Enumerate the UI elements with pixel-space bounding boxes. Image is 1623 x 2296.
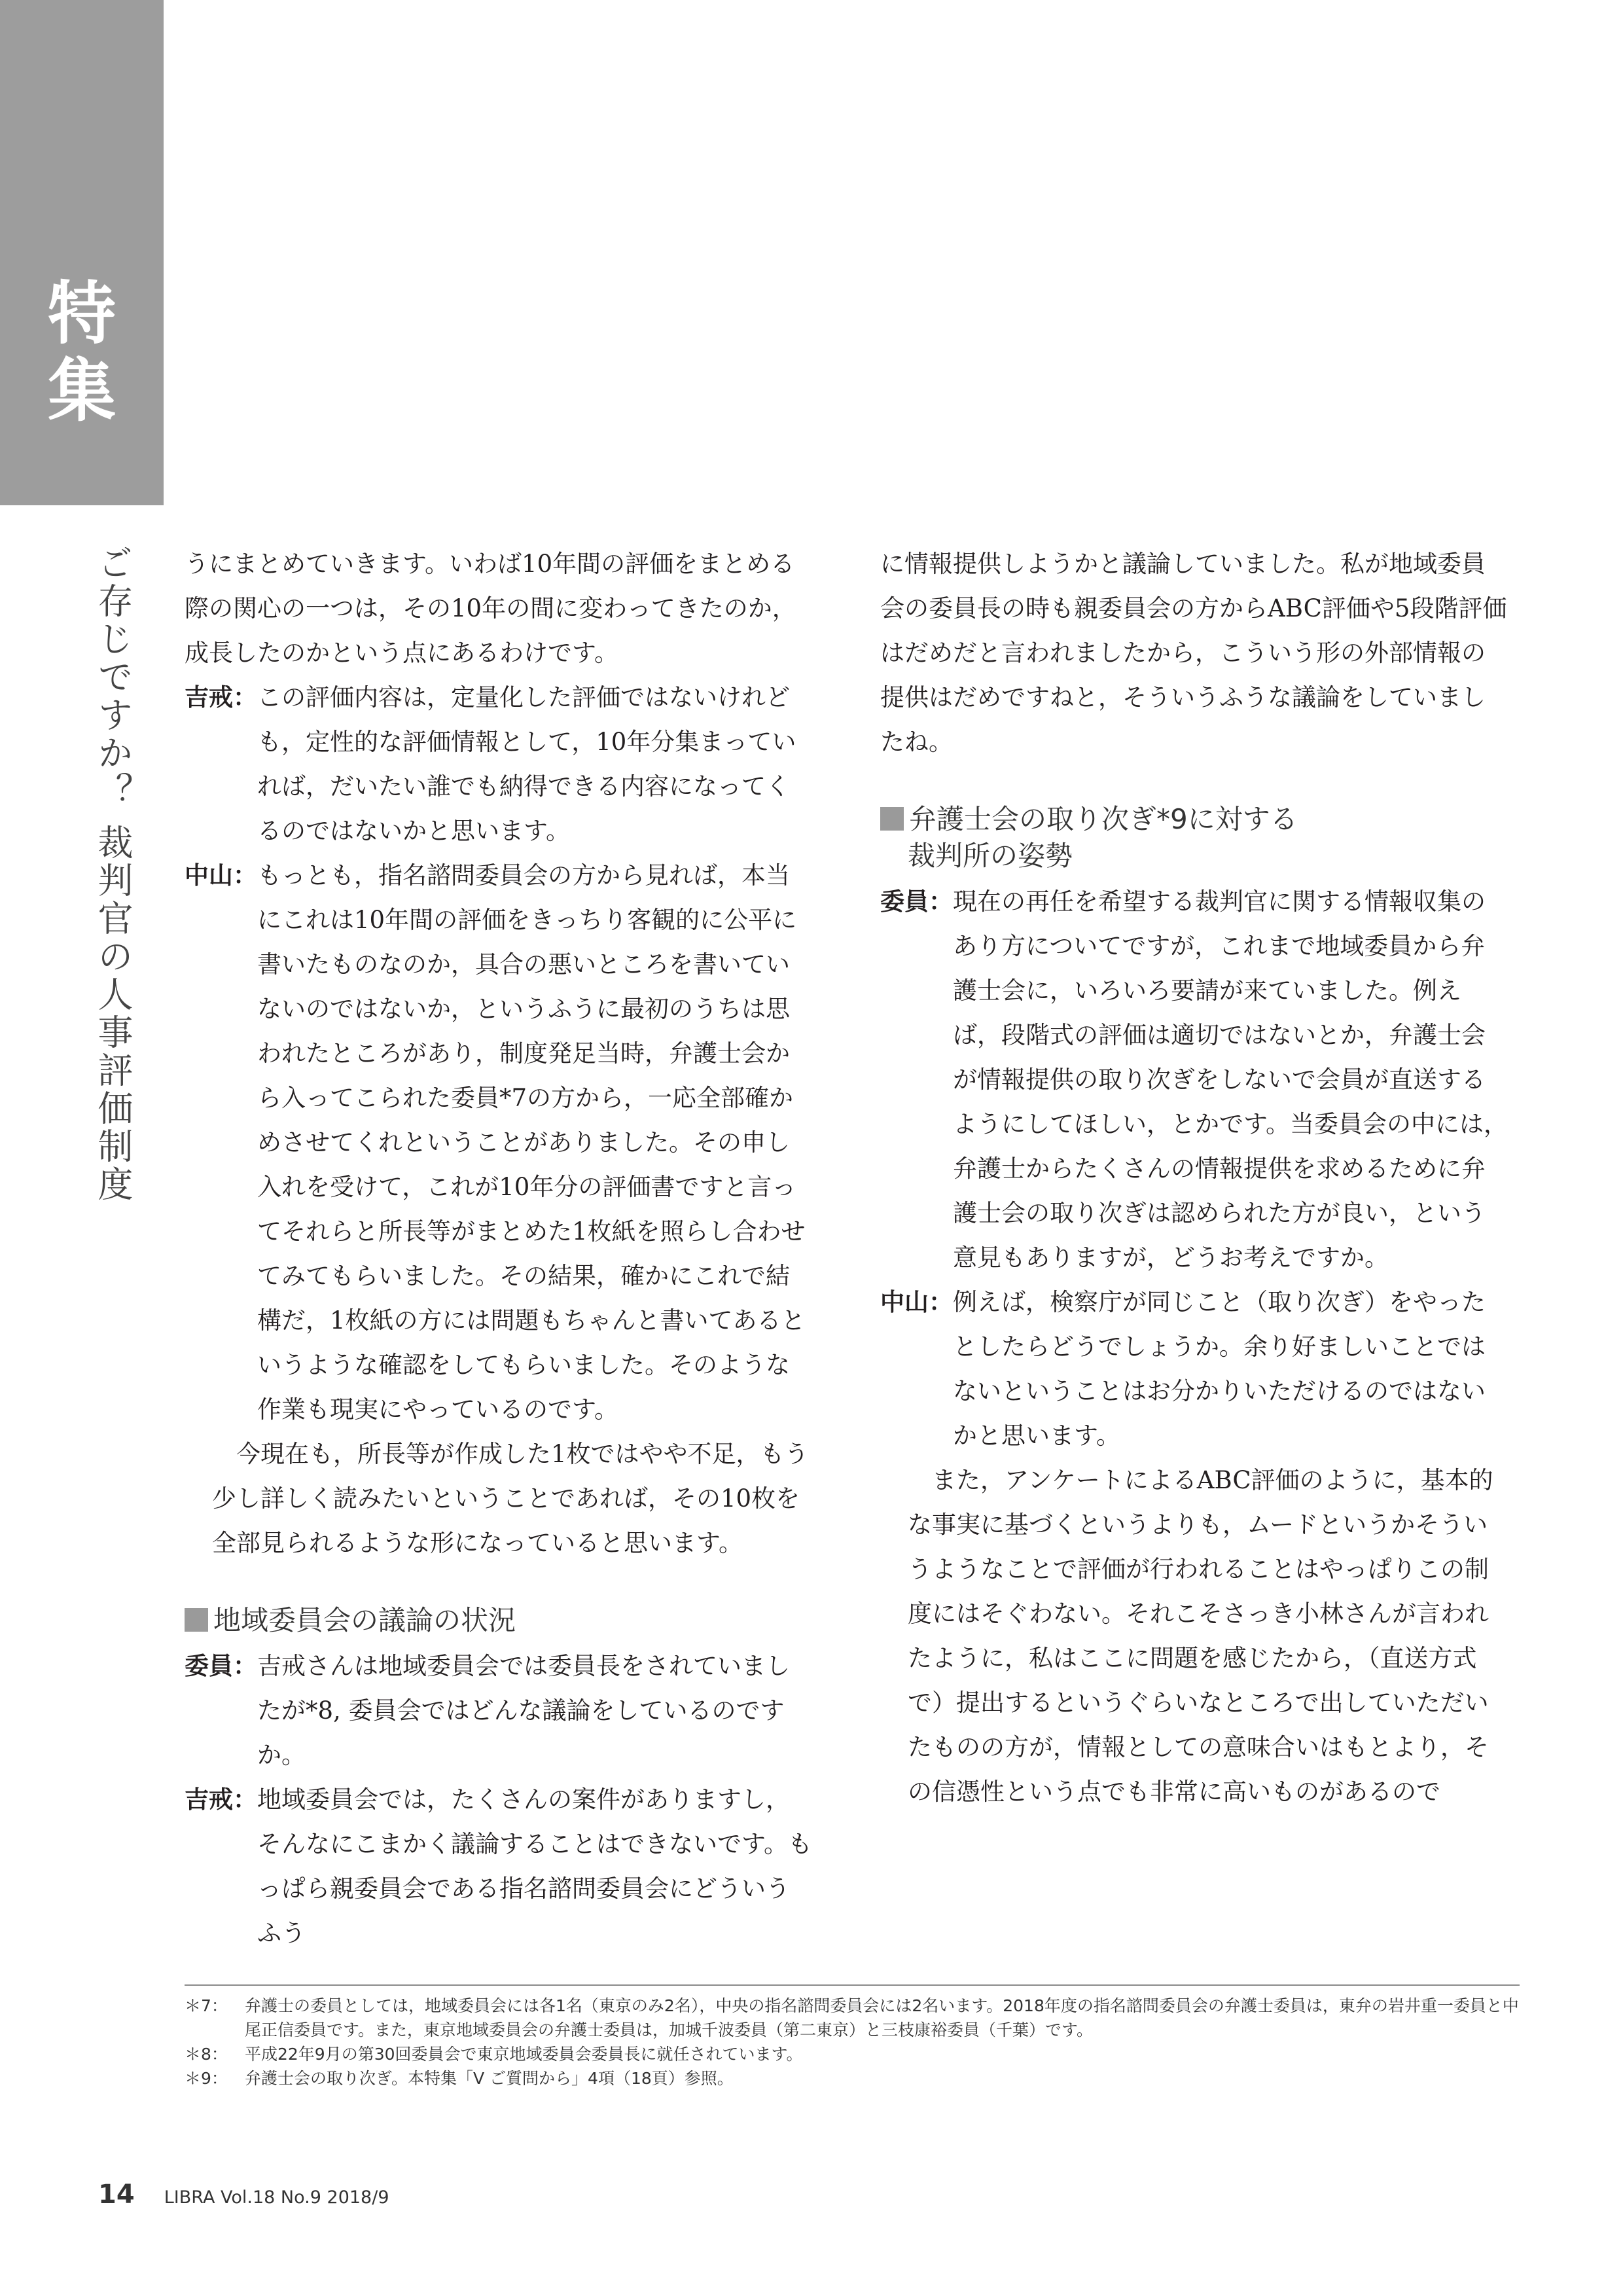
speaker-text: もっとも，指名諮問委員会の方から見れば，本当にこれは10年間の評価をきっちり客観的に公平に書いたものなのか，具合の悪いところを書いていないのではないか，というふうに最初のうちは思われたところがあり，制度発足当時，弁護士会から入ってこられた委員*7の方から，一応全部確かめさせてくれということがありました。その申し入れを受けて，これが10年分の評価書ですと言ってそれらと所長等がまとめた1枚紙を照らし合わせてみてもらいました。その結果，確かにこれで結構だ，1枚紙の方には問題もちゃんと書いてあるというような確認をしてもらいました。そのような作業も現実にやっているのです。 [257, 861, 806, 1424]
speaker-block [880, 1280, 1508, 1458]
footnote-text: 弁護士の委員としては，地域委員会には各1名（東京のみ2名），中央の指名諮問委員会には2名います。2018年度の指名諮問委員会の弁護士委員は，東弁の岩井重一委員と中尾正信委員です。また，東京地域委員会の弁護士委員は，加城千波委員（第二東京）と三枝康裕委員（千葉）です。 [245, 1996, 1519, 2039]
speaker-continued-paragraph: 今現在も，所長等が作成した1枚ではやや不足，もう少し詳しく読みたいということであれば，その10枚を全部見られるような形になっていると思います。 [212, 1440, 809, 1557]
section-title [0, 275, 164, 429]
section-heading-text-line2: 裁判所の姿勢 [908, 840, 1073, 872]
page-number: 14 [98, 2179, 135, 2210]
square-bullet-icon [185, 1608, 208, 1632]
speaker-block [185, 1778, 813, 1956]
square-bullet-icon [880, 807, 904, 831]
section-heading [185, 1602, 813, 1639]
speaker-label: 吉戒： [185, 1785, 257, 1814]
paragraph-continued: うにまとめていきます。いわば10年間の評価をまとめる際の関心の一つは，その10年の間に変わってきたのか，成長したのかという点にあるわけです。 [185, 550, 796, 667]
footnote-text: 平成22年9月の第30回委員会で東京地域委員会委員長に就任されています。 [245, 2045, 803, 2064]
publication-info: LIBRA Vol.18 No.9 2018/9 [164, 2187, 389, 2208]
paragraph-continued: に情報提供しようかと議論していました。私が地域委員会の委員長の時も親委員会の方からABC評価や5段階評価はだめだと言われましたから，こういう形の外部情報の提供はだめですねと，そういうふうな議論をしていましたね。 [880, 550, 1507, 756]
speaker-label: 中山： [880, 1288, 953, 1316]
speaker-continued-paragraph: また，アンケートによるABC評価のように，基本的な事実に基づくというよりも，ムードというかそういうようなことで評価が行われることはやっぱりこの制度にはそぐわない。それこそさっき小林さんが言われたように，私はここに問題を感じたから，（直送方式で）提出するというぐらいなところで出していただいたものの方が，情報としての意味合いはもとより，その信憑性という点でも非常に高いものがあるので [908, 1466, 1493, 1806]
section-title-char-1: 特 [47, 274, 116, 353]
footnote [185, 1994, 1520, 2042]
footnote-divider [185, 1984, 1520, 1986]
section-heading-text-line1: 弁護士会の取り次ぎ*9に対する [909, 803, 1298, 835]
footnote-mark: ＊9： [185, 2069, 228, 2088]
section-title-char-2: 集 [47, 351, 116, 431]
section-tab [0, 0, 164, 505]
footnote [185, 2042, 1520, 2066]
speaker-label: 委員： [880, 888, 953, 916]
speaker-block [185, 853, 813, 1432]
left-column [185, 542, 813, 1956]
footnote-mark: ＊8： [185, 2045, 228, 2064]
speaker-text: 吉戒さんは地域委員会では委員長をされていましたが*8, 委員会ではどんな議論をしているのですか。 [257, 1652, 790, 1769]
footnote-text: 弁護士会の取り次ぎ。本特集「V ご質問から」4項（18頁）参照。 [245, 2069, 734, 2088]
page-footer [98, 2179, 389, 2210]
footnote [185, 2066, 1520, 2090]
speaker-text: 例えば，検察庁が同じこと（取り次ぎ）をやったとしたらどうでしょうか。余り好ましいことではないということはお分かりいただけるのではないかと思います。 [953, 1288, 1486, 1450]
speaker-block [880, 880, 1508, 1280]
speaker-text: 現在の再任を希望する裁判官に関する情報収集のあり方についてですが，これまで地域委員から弁護士会に，いろいろ要請が来ていました。例えば，段階式の評価は適切ではないとか，弁護士会が情報提供の取り次ぎをしないで会員が直送するようにしてほしい，とかです。当委員会の中には，弁護士からたくさんの情報提供を求めるために弁護士会の取り次ぎは認められた方が良い，という意見もありますが，どうお考えですか。 [953, 888, 1508, 1272]
feature-title-vertical: ご存じですか？ 裁判官の人事評価制度 [92, 545, 134, 1204]
footnote-mark: ＊7： [185, 1996, 228, 2015]
speaker-label: 委員： [185, 1652, 257, 1680]
speaker-text: この評価内容は，定量化した評価ではないけれども，定性的な評価情報として，10年分集まっていれば，だいたい誰でも納得できる内容になってくるのではないかと思います。 [257, 683, 796, 845]
speaker-text: 地域委員会では，たくさんの案件がありますし，そんなにこまかく議論することはできないです。もっぱら親委員会である指名諮問委員会にどういうふう [257, 1785, 813, 1947]
speaker-label: 中山： [185, 861, 257, 889]
footnotes [185, 1994, 1520, 2090]
speaker-label: 吉戒： [185, 683, 257, 711]
section-heading [880, 801, 1508, 838]
right-column [880, 542, 1508, 1814]
speaker-block [185, 675, 813, 853]
section-heading-text: 地域委員会の議論の状況 [213, 1604, 516, 1636]
speaker-block [185, 1644, 813, 1778]
